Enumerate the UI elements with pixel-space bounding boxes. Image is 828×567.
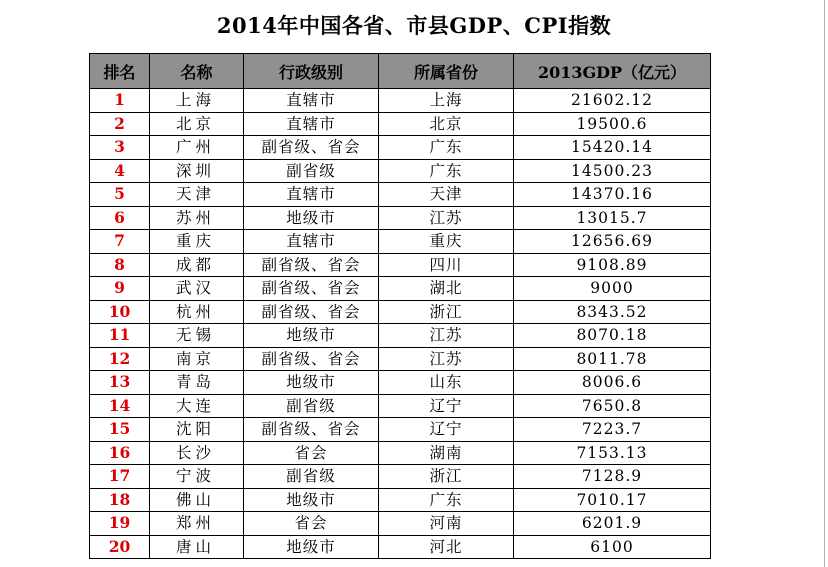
name-cell[interactable]: 广州 <box>150 136 244 160</box>
name-cell[interactable]: 佛山 <box>150 488 244 512</box>
level-cell[interactable]: 副省级 <box>244 465 379 489</box>
rank-cell[interactable]: 11 <box>90 324 150 348</box>
table-row <box>90 159 711 183</box>
header-level[interactable]: 行政级别 <box>244 54 379 89</box>
level-cell[interactable]: 直辖市 <box>244 112 379 136</box>
gdp-cell[interactable]: 8070.18 <box>514 324 711 348</box>
level-cell[interactable]: 地级市 <box>244 371 379 395</box>
level-cell[interactable]: 直辖市 <box>244 89 379 113</box>
page-title: 2014年中国各省、市县GDP、CPI指数 <box>216 13 612 38</box>
name-cell[interactable]: 重庆 <box>150 230 244 254</box>
name-cell[interactable]: 成都 <box>150 253 244 277</box>
rank-cell[interactable]: 9 <box>90 277 150 301</box>
table-row <box>90 324 711 348</box>
table-row <box>90 347 711 371</box>
name-cell[interactable]: 武汉 <box>150 277 244 301</box>
rank-cell[interactable]: 18 <box>90 488 150 512</box>
table-row <box>90 441 711 465</box>
province-cell[interactable]: 江苏 <box>379 324 514 348</box>
level-cell[interactable]: 副省级、省会 <box>244 253 379 277</box>
header-rank[interactable]: 排名 <box>90 54 150 89</box>
province-cell[interactable]: 广东 <box>379 159 514 183</box>
table-row <box>90 230 711 254</box>
rank-cell[interactable]: 16 <box>90 441 150 465</box>
level-cell[interactable]: 地级市 <box>244 535 379 559</box>
name-cell[interactable]: 郑州 <box>150 512 244 536</box>
gdp-cell[interactable]: 14370.16 <box>514 183 711 207</box>
gdp-cell[interactable]: 7128.9 <box>514 465 711 489</box>
name-cell[interactable]: 北京 <box>150 112 244 136</box>
gdp-cell[interactable]: 14500.23 <box>514 159 711 183</box>
level-cell[interactable]: 直辖市 <box>244 230 379 254</box>
gdp-cell[interactable]: 19500.6 <box>514 112 711 136</box>
province-cell[interactable]: 广东 <box>379 136 514 160</box>
rank-cell[interactable]: 10 <box>90 300 150 324</box>
province-cell[interactable]: 河北 <box>379 535 514 559</box>
name-cell[interactable]: 天津 <box>150 183 244 207</box>
gdp-cell[interactable]: 8006.6 <box>514 371 711 395</box>
table-row <box>90 512 711 536</box>
table-row <box>90 418 711 442</box>
level-cell[interactable]: 副省级、省会 <box>244 347 379 371</box>
province-cell[interactable]: 辽宁 <box>379 418 514 442</box>
gdp-cell[interactable]: 7650.8 <box>514 394 711 418</box>
name-cell[interactable]: 上海 <box>150 89 244 113</box>
province-cell[interactable]: 湖北 <box>379 277 514 301</box>
province-cell[interactable]: 浙江 <box>379 300 514 324</box>
rank-cell[interactable]: 6 <box>90 206 150 230</box>
rank-cell[interactable]: 12 <box>90 347 150 371</box>
level-cell[interactable]: 副省级、省会 <box>244 418 379 442</box>
header-row <box>90 54 711 89</box>
gdp-cell[interactable]: 7223.7 <box>514 418 711 442</box>
table-body <box>90 89 711 559</box>
gdp-cell[interactable]: 6100 <box>514 535 711 559</box>
table-row <box>90 535 711 559</box>
name-cell[interactable]: 长沙 <box>150 441 244 465</box>
gdp-cell[interactable]: 7153.13 <box>514 441 711 465</box>
province-cell[interactable]: 北京 <box>379 112 514 136</box>
name-cell[interactable]: 宁波 <box>150 465 244 489</box>
gdp-cell[interactable]: 8343.52 <box>514 300 711 324</box>
name-cell[interactable]: 青岛 <box>150 371 244 395</box>
name-cell[interactable]: 大连 <box>150 394 244 418</box>
province-cell[interactable]: 湖南 <box>379 441 514 465</box>
table-row <box>90 136 711 160</box>
table-row <box>90 394 711 418</box>
name-cell[interactable]: 唐山 <box>150 535 244 559</box>
header-province[interactable]: 所属省份 <box>379 54 514 89</box>
province-cell[interactable]: 天津 <box>379 183 514 207</box>
table-header <box>90 54 711 89</box>
table-row <box>90 112 711 136</box>
province-cell[interactable]: 山东 <box>379 371 514 395</box>
gdp-cell[interactable]: 21602.12 <box>514 89 711 113</box>
table-row <box>90 277 711 301</box>
name-cell[interactable]: 杭州 <box>150 300 244 324</box>
rank-cell[interactable]: 20 <box>90 535 150 559</box>
province-cell[interactable]: 河南 <box>379 512 514 536</box>
rank-cell[interactable]: 7 <box>90 230 150 254</box>
table-row <box>90 253 711 277</box>
province-cell[interactable]: 上海 <box>379 89 514 113</box>
table-row <box>90 206 711 230</box>
level-cell[interactable]: 地级市 <box>244 324 379 348</box>
header-gdp[interactable]: 2013GDP（亿元） <box>514 54 711 89</box>
province-cell[interactable]: 四川 <box>379 253 514 277</box>
level-cell[interactable]: 副省级 <box>244 159 379 183</box>
window-edge <box>824 0 825 567</box>
table-row <box>90 89 711 113</box>
province-cell[interactable]: 辽宁 <box>379 394 514 418</box>
gdp-table <box>89 53 711 559</box>
gdp-cell[interactable]: 15420.14 <box>514 136 711 160</box>
province-cell[interactable]: 重庆 <box>379 230 514 254</box>
rank-cell[interactable]: 19 <box>90 512 150 536</box>
province-cell[interactable]: 浙江 <box>379 465 514 489</box>
gdp-cell[interactable]: 9108.89 <box>514 253 711 277</box>
province-cell[interactable]: 江苏 <box>379 206 514 230</box>
rank-cell[interactable]: 13 <box>90 371 150 395</box>
level-cell[interactable]: 省会 <box>244 512 379 536</box>
province-cell[interactable]: 江苏 <box>379 347 514 371</box>
table-row <box>90 465 711 489</box>
rank-cell[interactable]: 17 <box>90 465 150 489</box>
name-cell[interactable]: 无锡 <box>150 324 244 348</box>
table-row <box>90 300 711 324</box>
level-cell[interactable]: 地级市 <box>244 206 379 230</box>
level-cell[interactable]: 副省级、省会 <box>244 300 379 324</box>
rank-cell[interactable]: 15 <box>90 418 150 442</box>
rank-cell[interactable]: 4 <box>90 159 150 183</box>
gdp-cell[interactable]: 9000 <box>514 277 711 301</box>
rank-cell[interactable]: 8 <box>90 253 150 277</box>
rank-cell[interactable]: 5 <box>90 183 150 207</box>
level-cell[interactable]: 副省级、省会 <box>244 277 379 301</box>
rank-cell[interactable]: 14 <box>90 394 150 418</box>
table-row <box>90 371 711 395</box>
gdp-cell[interactable]: 8011.78 <box>514 347 711 371</box>
rank-cell[interactable]: 2 <box>90 112 150 136</box>
name-cell[interactable]: 南京 <box>150 347 244 371</box>
rank-cell[interactable]: 3 <box>90 136 150 160</box>
name-cell[interactable]: 苏州 <box>150 206 244 230</box>
level-cell[interactable]: 直辖市 <box>244 183 379 207</box>
table-row <box>90 488 711 512</box>
name-cell[interactable]: 沈阳 <box>150 418 244 442</box>
level-cell[interactable]: 省会 <box>244 441 379 465</box>
level-cell[interactable]: 副省级、省会 <box>244 136 379 160</box>
level-cell[interactable]: 副省级 <box>244 394 379 418</box>
gdp-cell[interactable]: 7010.17 <box>514 488 711 512</box>
level-cell[interactable]: 地级市 <box>244 488 379 512</box>
rank-cell[interactable]: 1 <box>90 89 150 113</box>
gdp-cell[interactable]: 12656.69 <box>514 230 711 254</box>
table-row <box>90 183 711 207</box>
gdp-cell[interactable]: 13015.7 <box>514 206 711 230</box>
header-name[interactable]: 名称 <box>150 54 244 89</box>
province-cell[interactable]: 广东 <box>379 488 514 512</box>
name-cell[interactable]: 深圳 <box>150 159 244 183</box>
gdp-cell[interactable]: 6201.9 <box>514 512 711 536</box>
